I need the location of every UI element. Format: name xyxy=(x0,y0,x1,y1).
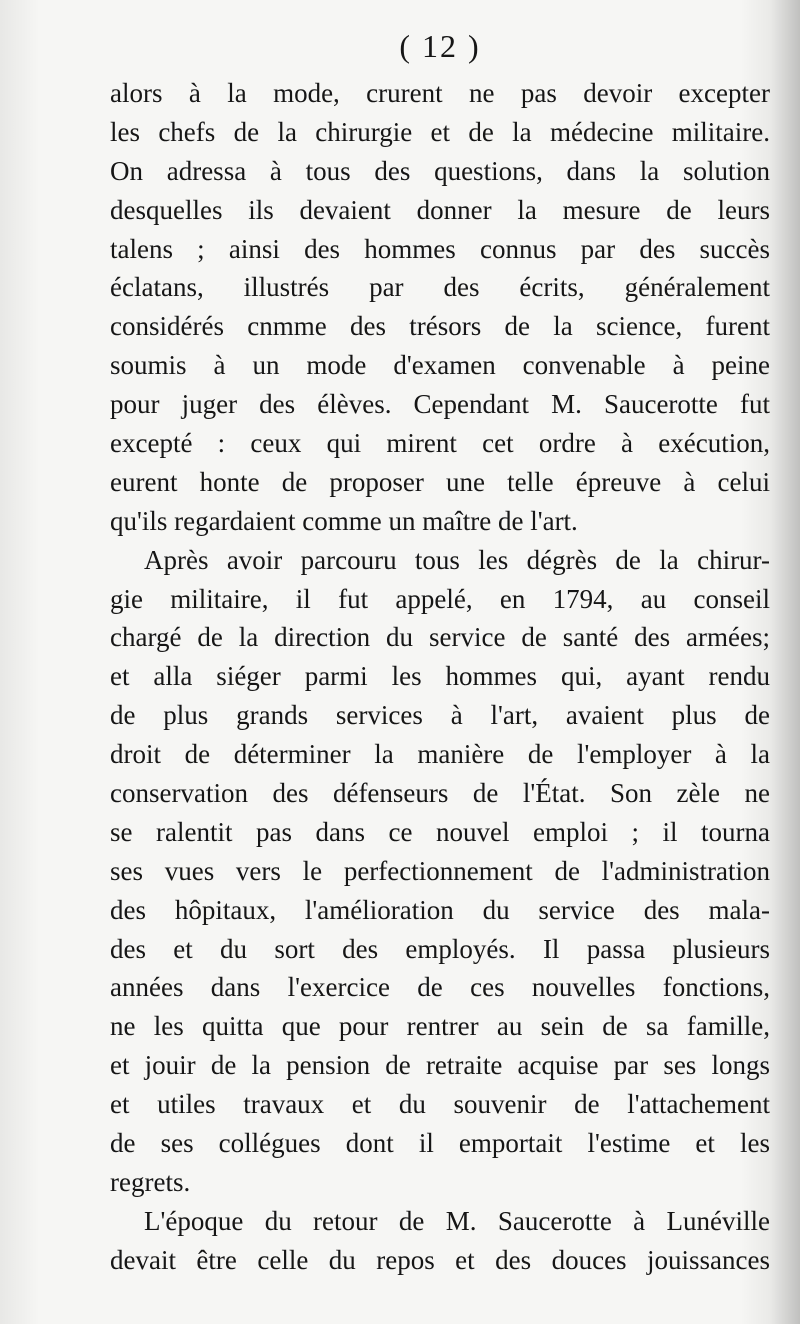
text-line: gie militaire, il fut appelé, en 1794, au conseil xyxy=(110,583,770,614)
text-line: se ralentit pas dans ce nouvel emploi ; il tourna xyxy=(110,816,770,847)
text-line: et jouir de la pension de retraite acquise par ses longs xyxy=(110,1050,770,1081)
text-line: des hôpitaux, l'amélioration du service des mala- xyxy=(110,894,770,925)
text-line: On adressa à tous des questions, dans la solution xyxy=(110,155,770,186)
text-line: Après avoir parcouru tous les dégrès de la chirur- xyxy=(144,544,770,575)
text-line: talens ; ainsi des hommes connus par des succès xyxy=(110,233,770,264)
text-line: alors à la mode, crurent ne pas devoir excepter xyxy=(110,78,770,108)
text-line: eurent honte de proposer une telle épreuve à celui xyxy=(110,466,770,497)
paragraph-2 xyxy=(110,541,770,1202)
paragraph-1 xyxy=(110,74,770,541)
text-line: L'époque du retour de M. Saucerotte à Lunéville xyxy=(144,1205,770,1236)
body-text xyxy=(110,74,770,1280)
text-line: et utiles travaux et du souvenir de l'attachement xyxy=(110,1089,770,1120)
text-line: qu'ils regardaient comme un maître de l'art. xyxy=(110,505,578,536)
text-line: ses vues vers le perfectionnement de l'administration xyxy=(110,855,770,886)
text-line: les chefs de la chirurgie et de la médecine militaire. xyxy=(110,116,770,147)
text-line: considérés cnmme des trésors de la science, furent xyxy=(110,311,770,342)
text-line: et alla siéger parmi les hommes qui, ayant rendu xyxy=(110,661,770,692)
text-line: excepté : ceux qui mirent cet ordre à exécution, xyxy=(110,428,770,459)
paragraph-3 xyxy=(110,1202,770,1280)
text-line: regrets. xyxy=(110,1166,191,1197)
text-line: éclatans, illustrés par des écrits, généralement xyxy=(110,272,770,303)
page-number: ( 12 ) xyxy=(399,28,481,64)
text-line: desquelles ils devaient donner la mesure de leurs xyxy=(110,194,770,225)
text-line: de plus grands services à l'art, avaient plus de xyxy=(110,700,770,731)
text-line: de ses collégues dont il emportait l'estime et les xyxy=(110,1128,770,1159)
text-line: conservation des défenseurs de l'État. Son zèle ne xyxy=(110,778,770,809)
text-line: droit de déterminer la manière de l'employer à la xyxy=(110,739,770,770)
text-line: devait être celle du repos et des douces jouissances xyxy=(110,1244,770,1275)
text-line: pour juger des élèves. Cependant M. Saucerotte fut xyxy=(110,389,770,420)
text-line: années dans l'exercice de ces nouvelles fonctions, xyxy=(110,972,770,1003)
text-line: soumis à un mode d'examen convenable à peine xyxy=(110,350,770,381)
text-line: des et du sort des employés. Il passa plusieurs xyxy=(110,933,770,964)
text-line: chargé de la direction du service de santé des armées; xyxy=(110,622,770,653)
text-line: ne les quitta que pour rentrer au sein de sa famille, xyxy=(110,1011,770,1042)
